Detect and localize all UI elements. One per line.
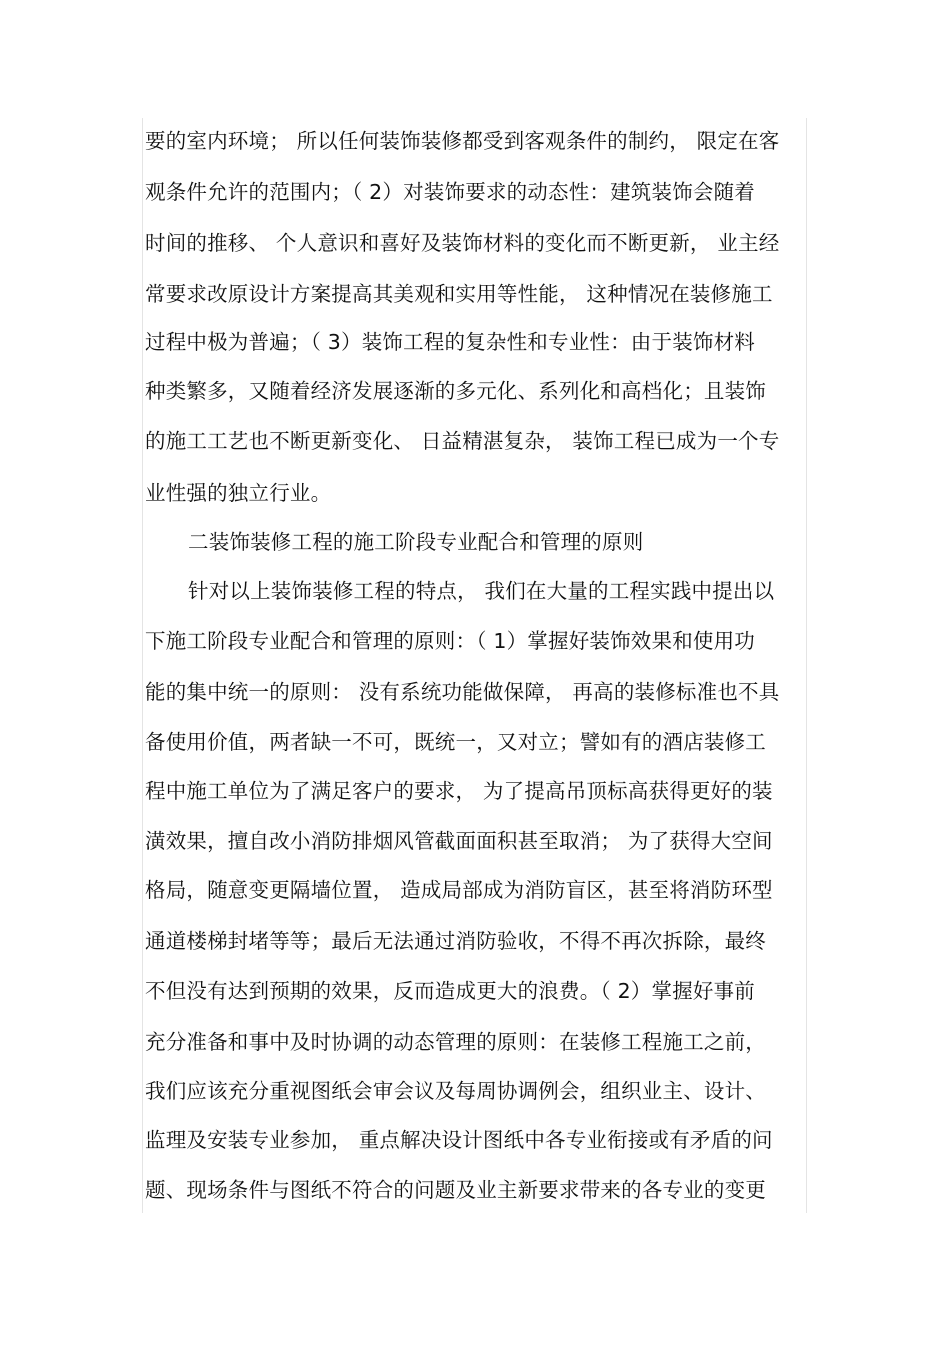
text-line: 要的室内环境； 所以任何装饰装修都受到客观条件的制约， 限定在客: [145, 129, 780, 153]
text-line: 时间的推移、 个人意识和喜好及装饰材料的变化而不断更新， 业主经: [145, 231, 780, 255]
text-line: 种类繁多，又随着经济发展逐渐的多元化、系列化和高档化；且装饰: [145, 379, 766, 403]
text-line: 我们应该充分重视图纸会审会议及每周协调例会，组织业主、设计、: [145, 1079, 766, 1103]
text-line: 的施工工艺也不断更新变化、 日益精湛复杂， 装饰工程已成为一个专: [145, 429, 780, 453]
text-line: 充分准备和事中及时协调的动态管理的原则：在装修工程施工之前，: [145, 1030, 766, 1054]
text-line: 格局，随意变更隔墙位置， 造成局部成为消防盲区，甚至将消防环型: [145, 878, 773, 902]
text-line: 通道楼梯封堵等等；最后无法通过消防验收，不得不再次拆除，最终: [145, 929, 766, 953]
text-line: 备使用价值，两者缺一不可，既统一，又对立；譬如有的酒店装修工: [145, 730, 766, 754]
text-line: 业性强的独立行业。: [145, 481, 332, 505]
text-line: 下施工阶段专业配合和管理的原则：（ 1）掌握好装饰效果和使用功: [145, 629, 756, 653]
text-line: 监理及安装专业参加， 重点解决设计图纸中各专业衔接或有矛盾的问: [145, 1128, 773, 1152]
text-line: 常要求改原设计方案提高其美观和实用等性能， 这种情况在装修施工: [145, 282, 773, 306]
text-line: 题、现场条件与图纸不符合的问题及业主新要求带来的各专业的变更: [145, 1178, 766, 1202]
text-line: 能的集中统一的原则： 没有系统功能做保障， 再高的装修标准也不具: [145, 680, 780, 704]
text-line: 过程中极为普遍；（ 3）装饰工程的复杂性和专业性：由于装饰材料: [145, 330, 756, 354]
text-line: 针对以上装饰装修工程的特点， 我们在大量的工程实践中提出以: [188, 579, 775, 603]
text-line: 潢效果，擅自改小消防排烟风管截面面积甚至取消； 为了获得大空间: [145, 829, 773, 853]
text-line: 不但没有达到预期的效果，反而造成更大的浪费。（ 2）掌握好事前: [145, 979, 756, 1003]
section-heading: 二装饰装修工程的施工阶段专业配合和管理的原则: [188, 530, 644, 554]
text-line: 程中施工单位为了满足客户的要求， 为了提高吊顶标高获得更好的装: [145, 779, 773, 803]
text-line: 观条件允许的范围内；（ 2）对装饰要求的动态性：建筑装饰会随着: [145, 180, 756, 204]
